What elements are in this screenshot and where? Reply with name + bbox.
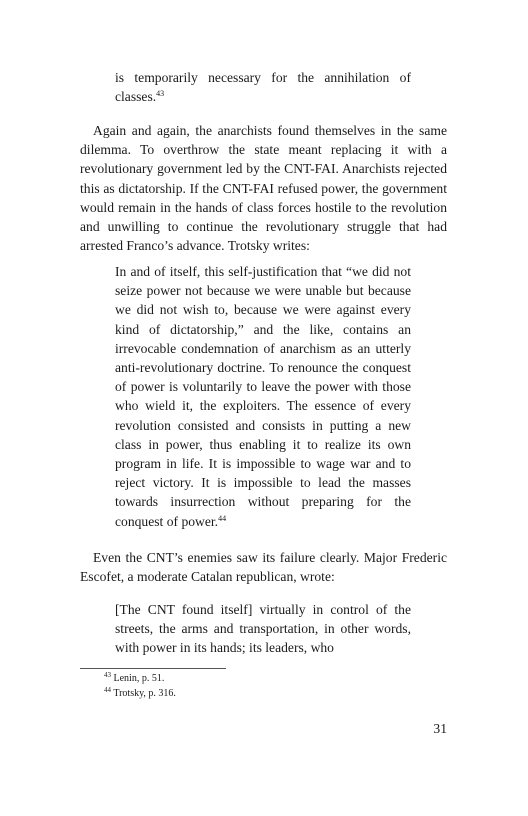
body-paragraph-escofet: Even the CNT’s enemies saw its failure clearly. Major Frederic Escofet, a moderate Catalan republican, wrote: bbox=[80, 550, 447, 585]
blockquote-trotsky bbox=[115, 262, 411, 531]
quote-continuation-text: is temporarily necessary for the annihilation of classes. bbox=[115, 70, 411, 105]
page-number: 31 bbox=[433, 721, 447, 736]
footnote-number: 44 bbox=[104, 686, 111, 694]
footnote-ref-43[interactable]: 43 bbox=[156, 89, 165, 99]
footnote-43 bbox=[104, 672, 164, 685]
blockquote-trotsky-text: In and of itself, this self-justification that “we did not seize power not because we were unable but because we did not wish to, because we were against every kind of dictatorship,” and the like, contains an irrevocable condemnation of anarchism as an utterly anti-revolutionary doctrine. To renounce the conquest of power is voluntarily to leave the power with those who wield it, the exploiters. The essence of every revolution consisted and consists in putting a new class in power, thus enabling it to realize its own program in life. It is impossible to wage war and to reject victory. It is impossible to lead the masses towards insurrection without preparing for the conquest of power. bbox=[115, 264, 411, 529]
body-paragraph-dilemma: Again and again, the anarchists found themselves in the same dilemma. To overthrow the state meant replacing it with a revolutionary government led by the CNT-FAI. Anarchists rejected this as dictatorship. If the CNT-FAI refused power, the government would remain in the hands of class forces hostile to the revolution and unwilling to continue the revolutionary struggle that had arrested Franco’s advance. Trotsky writes: bbox=[80, 123, 447, 254]
footnote-divider bbox=[80, 668, 226, 669]
footnote-text: Trotsky, p. 316. bbox=[113, 688, 176, 699]
blockquote-escofet: [The CNT found itself] virtually in control of the streets, the arms and transportation, in other words, with power in its hands; its leaders, who bbox=[115, 602, 411, 656]
footnote-ref-44[interactable]: 44 bbox=[218, 513, 227, 523]
footnote-44 bbox=[104, 687, 176, 700]
footnote-text: Lenin, p. 51. bbox=[113, 673, 165, 684]
quote-continuation bbox=[115, 68, 411, 106]
footnote-number: 43 bbox=[104, 671, 111, 679]
